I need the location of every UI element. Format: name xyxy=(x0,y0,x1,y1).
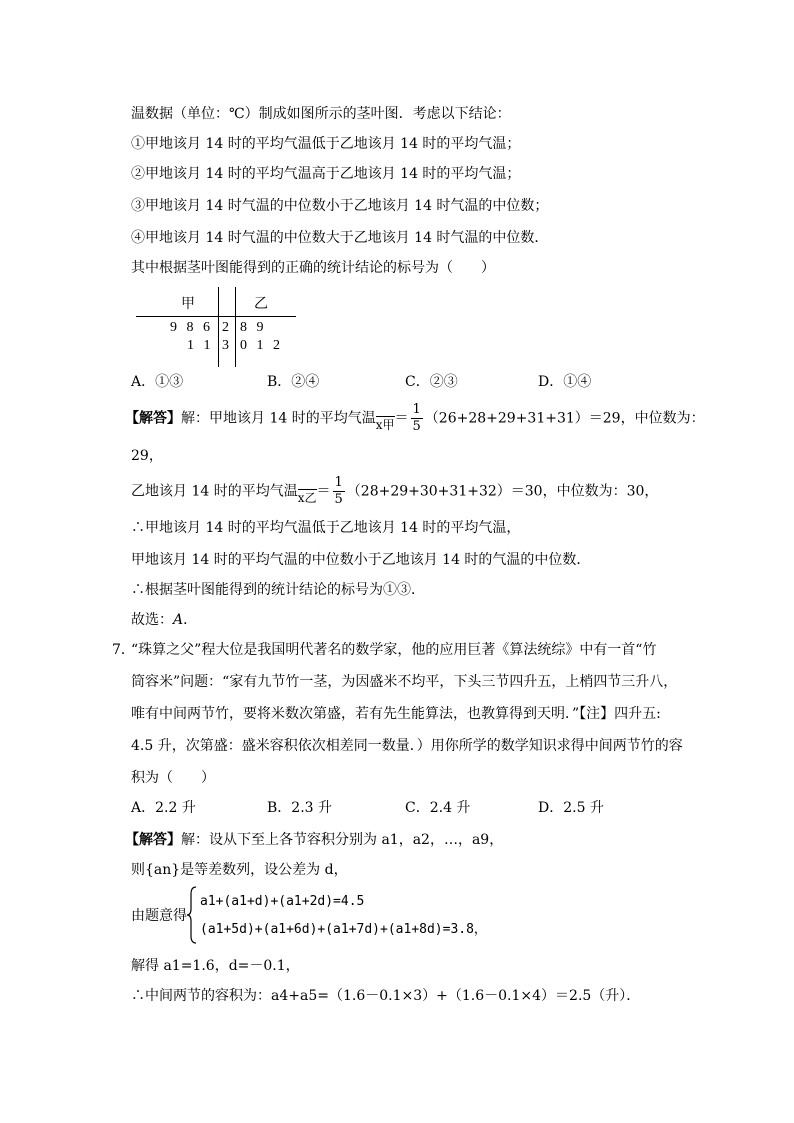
q7-solution-line1: 【解答】解：设从下至上各节容积分别为 a1，a2，…，a9， xyxy=(125,832,504,848)
q7-number: 7． xyxy=(112,642,135,658)
q7-text-line5: 积为（ ） xyxy=(131,770,215,786)
q6-option-a: A．①③ xyxy=(131,374,184,390)
q7-text-line3: 唯有中间两节竹，要将米数次第盛，若有先生能算法，也教算得到天明．”【注】四升五: xyxy=(131,706,661,722)
fraction-one-fifth: $\frac{1}{5}$ xyxy=(334,475,343,507)
stem-leaf-row2-right: 0 1 2 xyxy=(240,338,283,353)
q7-option-d: D．2.5 升 xyxy=(538,800,604,816)
fraction-one-fifth: $\frac{1}{5}$ xyxy=(412,402,421,434)
stem-leaf-divider-left xyxy=(218,287,219,367)
stem-leaf-rule xyxy=(136,316,296,317)
q7-text-line1: “珠算之父”程大位是我国明代著名的数学家，他的应用巨著《算法统综》中有一首“竹 xyxy=(131,642,657,658)
q6-mean-yi-symbol: x乙 xyxy=(297,490,317,505)
q6-option-d: D．①④ xyxy=(538,374,592,390)
q7-solution-line5: ∴中间两节的容积为：a4+a5=（1.6－0.1×3）+（1.6－0.1×4）＝2.5（升）． xyxy=(131,988,641,1004)
q6-statement-4: ④甲地该月 14 时气温的中位数大于乙地该月 14 时气温的中位数． xyxy=(131,230,549,246)
stem-leaf-row1-right: 8 9 xyxy=(240,320,267,335)
q6-solution-line3: 乙地该月 14 时的平均气温x乙＝ $\frac{1}{5}$ （28+29+30+31+32）＝30，中位数为：30， xyxy=(131,475,659,507)
stem-leaf-row1-stem: 2 xyxy=(222,320,232,335)
q6-statement-2: ②甲地该月 14 时的平均气温高于乙地该月 14 时的平均气温； xyxy=(131,166,521,182)
equation-system-row1: a1+(a1+d)+(a1+2d)=4.5 xyxy=(200,894,365,909)
q7-solution-line3: 由题意得 xyxy=(131,908,187,924)
q7-solution-line2: 则{an}是等差数列，设公差为 d， xyxy=(131,862,348,878)
q6-prompt: 其中根据茎叶图能得到的正确的统计结论的标号为（ ） xyxy=(131,260,495,276)
q6-solution-line2: 29， xyxy=(131,448,163,464)
stem-leaf-row2-stem: 3 xyxy=(222,338,232,353)
equation-system-row2: (a1+5d)+(a1+6d)+(a1+7d)+(a1+8d)=3.8， xyxy=(200,922,487,937)
q6-solution-line7: 故选：A． xyxy=(131,612,198,628)
q7-solution-line4: 解得 a1=1.6，d=－0.1， xyxy=(131,958,300,974)
stem-leaf-head-right: 乙 xyxy=(254,296,268,312)
q6-solution-line5: 甲地该月 14 时的平均气温的中位数小于乙地该月 14 时的气温的中位数． xyxy=(131,552,591,568)
stem-leaf-row2-left: 1 1 xyxy=(187,338,214,353)
q6-solution-tag: 【解答】 xyxy=(125,410,181,427)
q6-solution-line6: ∴根据茎叶图能得到的统计结论的标号为①③． xyxy=(131,582,425,598)
q6-solution-line4: ∴甲地该月 14 时的平均气温低于乙地该月 14 时的平均气温， xyxy=(131,520,521,536)
q6-option-c: C．②③ xyxy=(405,374,458,390)
q6-solution-line1: 【解答】解：甲地该月 14 时的平均气温x甲＝ $\frac{1}{5}$ （26+28+29+31+31）＝29，中位数为： xyxy=(125,402,705,434)
stem-leaf-row1-left: 9 8 6 xyxy=(170,320,213,335)
q7-option-a: A．2.2 升 xyxy=(131,800,196,816)
stem-leaf-head-left: 甲 xyxy=(181,296,195,312)
equation-system-brace xyxy=(187,886,197,944)
q6-statement-3: ③甲地该月 14 时气温的中位数小于乙地该月 14 时气温的中位数； xyxy=(131,198,549,214)
q6-statement-1: ①甲地该月 14 时的平均气温低于乙地该月 14 时的平均气温； xyxy=(131,136,521,152)
stem-leaf-divider-right xyxy=(235,287,236,367)
q6-mean-jia-symbol: x甲 xyxy=(375,417,395,432)
q6-intro: 温数据（单位：℃）制成如图所示的茎叶图．考虑以下结论： xyxy=(131,106,511,122)
q6-option-b: B．②④ xyxy=(267,374,320,390)
q7-solution-tag: 【解答】 xyxy=(125,832,181,848)
q7-text-line2: 筒容米”问题：“家有九节竹一茎，为因盛米不均平，下头三节四升五，上梢四节三升八， xyxy=(131,674,678,690)
q7-option-b: B．2.3 升 xyxy=(267,800,333,816)
q7-option-c: C．2.4 升 xyxy=(405,800,471,816)
q7-text-line4: 4.5 升，次第盛：盛米容积依次相差同一数量．）用你所学的数学知识求得中间两节竹的容 xyxy=(131,738,683,754)
